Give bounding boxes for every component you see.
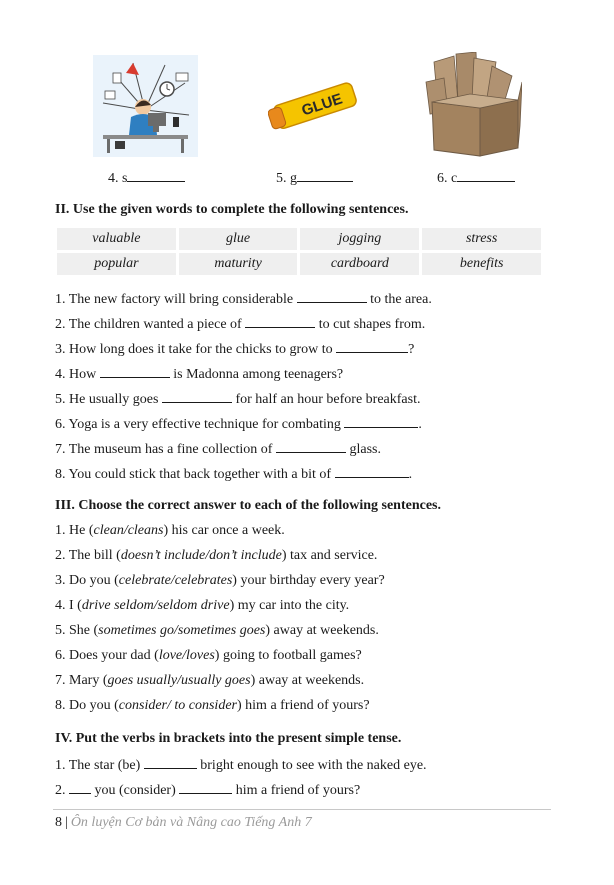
- word-bank-cell: valuable: [57, 228, 176, 250]
- exercise-3-sentence: 3. Do you (celebrate/celebrates) your birthday every year?: [55, 573, 385, 588]
- word-bank-row: [57, 253, 541, 275]
- word-bank-cell: glue: [179, 228, 298, 250]
- exercise-4-sentence: 2. you (consider) him a friend of yours?: [55, 783, 361, 798]
- answer-blank[interactable]: [69, 781, 91, 794]
- exercise-3-sentence: 4. I (drive seldom/seldom drive) my car into the city.: [55, 598, 350, 613]
- answer-options[interactable]: doesn’t include/don’t include: [120, 548, 282, 563]
- page-number: 8: [55, 815, 62, 830]
- answer-options[interactable]: consider/ to consider: [118, 698, 237, 713]
- word-bank-cell: popular: [57, 253, 176, 275]
- exercise-2-sentence: 6. Yoga is a very effective technique for combating .: [55, 417, 422, 432]
- answer-blank[interactable]: [179, 781, 232, 794]
- glue-label: GLUE: [299, 90, 345, 120]
- exercise-2-sentence: 8. You could stick that back together with a bit of .: [55, 467, 413, 482]
- answer-blank[interactable]: [344, 415, 418, 428]
- exercise-3-sentence: 1. He (clean/cleans) his car once a week.: [55, 523, 285, 538]
- cardboard-box-illustration: [424, 52, 522, 162]
- picture-caption-4: 4. s: [108, 169, 185, 187]
- exercise-3-sentence: 8. Do you (consider/ to consider) him a friend of yours?: [55, 698, 370, 713]
- answer-options[interactable]: goes usually/usually goes: [107, 673, 251, 688]
- picture-caption-6: 6. c: [437, 169, 515, 187]
- answer-blank[interactable]: [276, 440, 346, 453]
- exercise-2-sentence: 3. How long does it take for the chicks to grow to ?: [55, 342, 415, 357]
- exercise-2-sentence: 1. The new factory will bring considerable to the area.: [55, 292, 432, 307]
- exercise-4-sentence: 1. The star (be) bright enough to see with the naked eye.: [55, 758, 427, 773]
- word-bank-cell: stress: [422, 228, 541, 250]
- answer-blank[interactable]: [127, 169, 185, 182]
- footer-separator: |: [65, 815, 68, 830]
- answer-blank[interactable]: [336, 340, 408, 353]
- exercise-3-sentence: 6. Does your dad (love/loves) going to football games?: [55, 648, 362, 663]
- section-4-heading: IV. Put the verbs in brackets into the present simple tense.: [55, 731, 402, 746]
- exercise-2-sentence: 7. The museum has a fine collection of glass.: [55, 442, 381, 457]
- exercise-3-sentence: 5. She (sometimes go/sometimes goes) away at weekends.: [55, 623, 379, 638]
- answer-blank[interactable]: [457, 169, 515, 182]
- answer-blank[interactable]: [335, 465, 409, 478]
- footer-divider: [53, 809, 551, 810]
- glue-stick-illustration: [268, 80, 360, 132]
- answer-blank[interactable]: [297, 290, 367, 303]
- answer-options[interactable]: sometimes go/sometimes goes: [98, 623, 266, 638]
- exercise-2-sentence: 4. How is Madonna among teenagers?: [55, 367, 344, 382]
- page-footer: [55, 815, 312, 831]
- exercise-2-sentence: 2. The children wanted a piece of to cut shapes from.: [55, 317, 426, 332]
- answer-options[interactable]: clean/cleans: [93, 523, 164, 538]
- answer-blank[interactable]: [297, 169, 353, 182]
- exercise-2-sentence: 5. He usually goes for half an hour before breakfast.: [55, 392, 421, 407]
- answer-options[interactable]: drive seldom/seldom drive: [81, 598, 230, 613]
- section-2-heading: II. Use the given words to complete the following sentences.: [55, 202, 409, 217]
- answer-options[interactable]: love/loves: [158, 648, 215, 663]
- exercise-3-sentence: 7. Mary (goes usually/usually goes) away at weekends.: [55, 673, 365, 688]
- exercise-3-sentence: 2. The bill (doesn’t include/don’t include) tax and service.: [55, 548, 378, 563]
- answer-blank[interactable]: [245, 315, 315, 328]
- answer-blank[interactable]: [162, 390, 232, 403]
- word-bank-table: [54, 225, 544, 278]
- picture-caption-5: 5. g: [276, 169, 353, 187]
- word-bank-cell: maturity: [179, 253, 298, 275]
- word-bank-cell: cardboard: [300, 253, 419, 275]
- answer-blank[interactable]: [100, 365, 170, 378]
- word-bank-cell: jogging: [300, 228, 419, 250]
- answer-blank[interactable]: [144, 756, 197, 769]
- stress-illustration: [93, 55, 198, 157]
- section-3-heading: III. Choose the correct answer to each of the following sentences.: [55, 498, 441, 513]
- answer-options[interactable]: celebrate/celebrates: [118, 573, 233, 588]
- word-bank-cell: benefits: [422, 253, 541, 275]
- book-title: Ôn luyện Cơ bản và Nâng cao Tiếng Anh 7: [70, 815, 312, 830]
- word-bank-row: [57, 228, 541, 250]
